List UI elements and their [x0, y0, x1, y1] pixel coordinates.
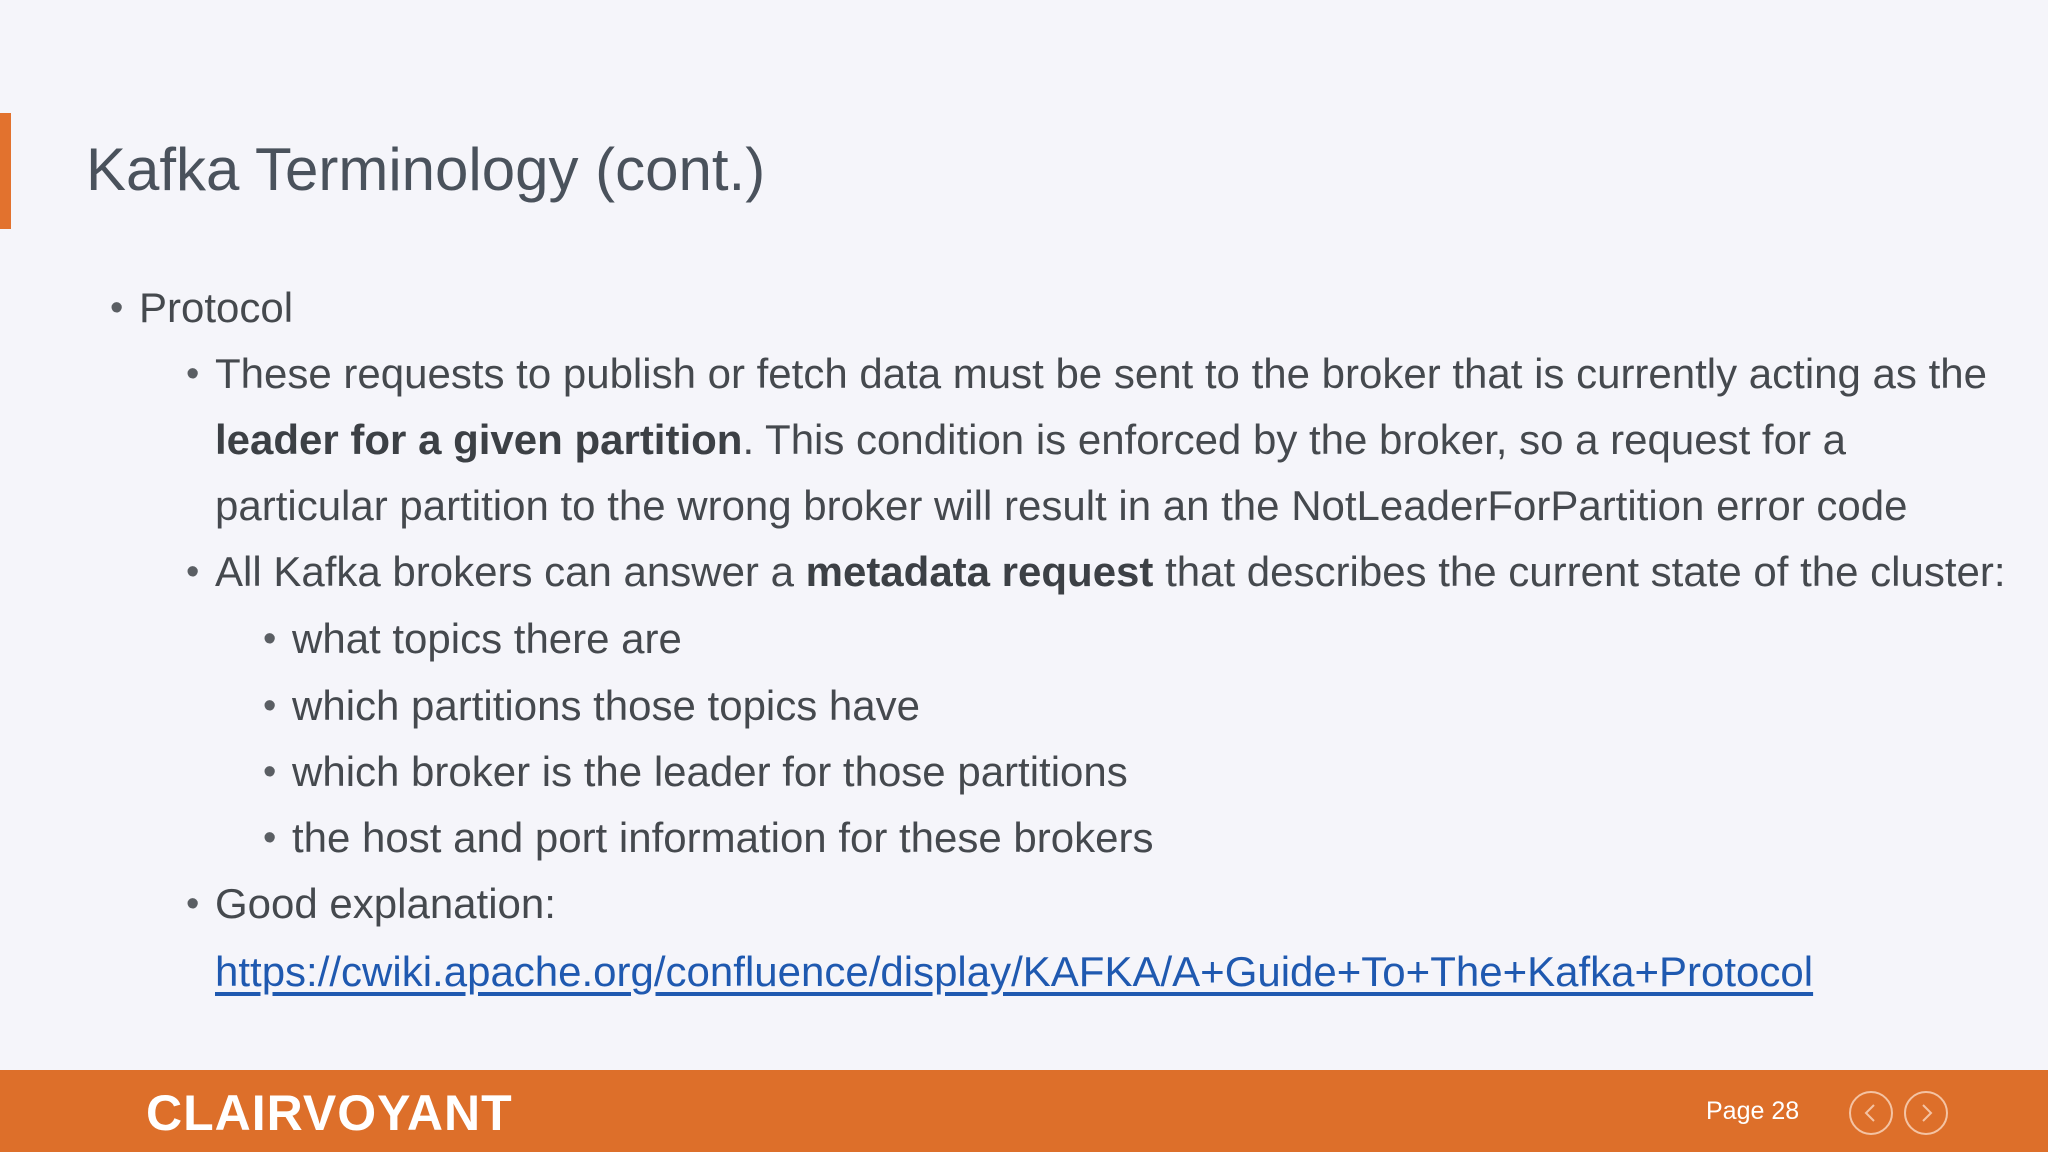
sub-bullet-text: which partitions those topics have [292, 682, 921, 729]
chevron-left-icon [1851, 1093, 1891, 1133]
bullet-metadata-pre: All Kafka brokers can answer a [215, 548, 806, 595]
bullet-dot: • [186, 353, 200, 395]
bullet-requests-line3-text: particular partition to the wrong broker will result in an the NotLeaderForPartition error code [215, 482, 1908, 529]
sub-bullet-text: the host and port information for these brokers [292, 814, 1154, 861]
bullet-dot: • [263, 685, 277, 727]
bullet-metadata-post: that describes the current state of the cluster: [1153, 548, 2006, 595]
bullet-dot: • [186, 883, 200, 925]
page-number: Page 28 [1706, 1097, 1800, 1125]
footer-bar [0, 1070, 2048, 1152]
leader-partition-bold: leader for a given partition [215, 416, 743, 463]
sub-bullet [263, 739, 1128, 805]
bullet-dot: • [263, 817, 277, 859]
bullet-protocol [110, 275, 294, 341]
next-slide-button[interactable] [1904, 1091, 1948, 1135]
bullet-good-explanation [186, 871, 556, 937]
slide-title: Kafka Terminology (cont.) [86, 136, 766, 203]
kafka-protocol-link-row [215, 939, 1813, 1005]
clairvoyant-logo: CLAIRVOYANT [146, 1085, 513, 1141]
sub-bullet-text: which broker is the leader for those partitions [292, 748, 1128, 795]
title-accent-bar [0, 113, 11, 229]
metadata-request-bold: metadata request [805, 548, 1154, 595]
sub-bullet-text: what topics there are [292, 615, 682, 662]
bullet-requests-line2 [215, 407, 1846, 473]
bullet-dot: • [263, 618, 277, 660]
bullet-metadata [186, 539, 2006, 605]
bullet-dot: • [263, 751, 277, 793]
bullet-protocol-text: Protocol [139, 284, 294, 331]
bullet-requests-line1: These requests to publish or fetch data must be sent to the broker that is currently acting as the [215, 350, 1987, 397]
sub-bullet [263, 673, 921, 739]
kafka-protocol-link[interactable]: https://cwiki.apache.org/confluence/display/KAFKA/A+Guide+To+The+Kafka+Protocol [215, 948, 1814, 995]
sub-bullet [263, 805, 1154, 871]
bullet-dot: • [186, 551, 200, 593]
previous-slide-button[interactable] [1849, 1091, 1893, 1135]
bullet-dot: • [110, 287, 124, 329]
bullet-good-explanation-text: Good explanation: [215, 880, 556, 927]
chevron-right-icon [1906, 1093, 1946, 1133]
bullet-requests-line3 [215, 473, 1908, 539]
sub-bullet [263, 606, 682, 672]
bullet-requests-line2-rest: . This condition is enforced by the broker, so a request for a [742, 416, 1846, 463]
bullet-requests [186, 341, 1987, 407]
